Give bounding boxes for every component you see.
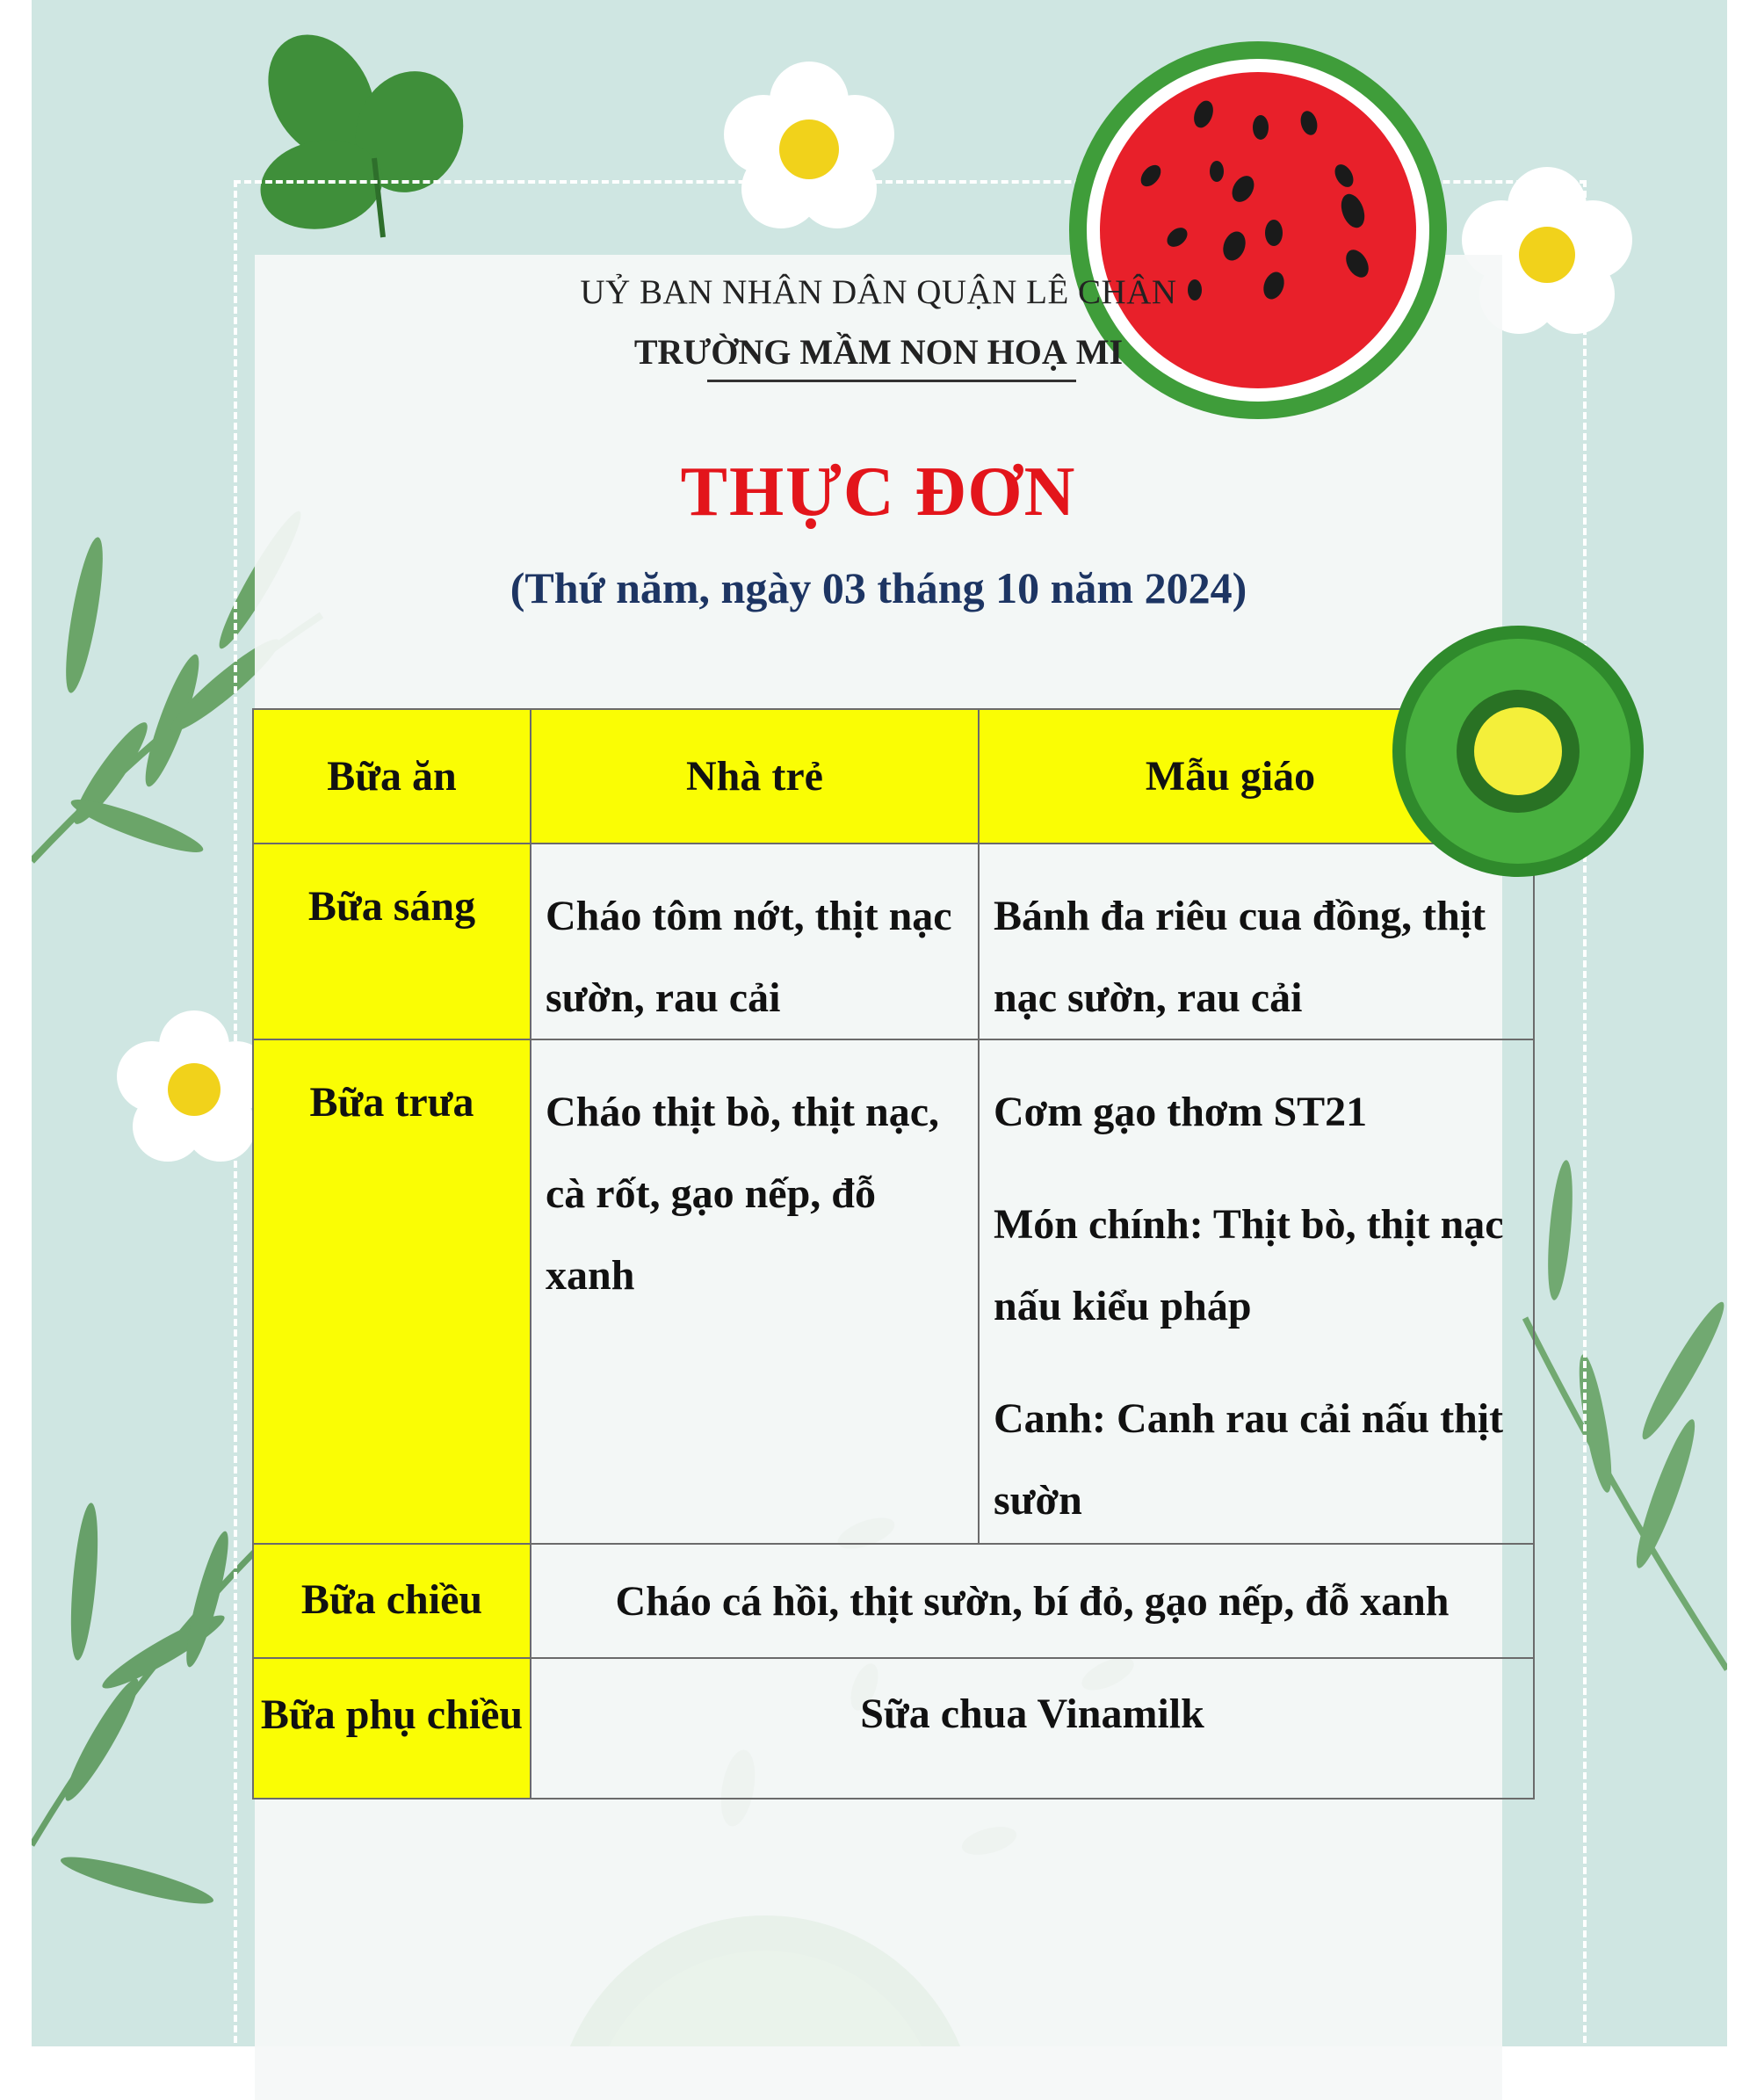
- table-row: [253, 1658, 1534, 1799]
- meal-name: Bữa trưa: [253, 1039, 531, 1544]
- table-row: [253, 844, 1534, 1039]
- herb-sprig-left-lower: [32, 1502, 260, 1912]
- menu-line-soup: Canh: Canh rau cải nấu thịt sườn: [994, 1395, 1504, 1524]
- table-row: [253, 1544, 1534, 1658]
- table-row: [253, 1039, 1534, 1544]
- watermelon-slice-icon: [0, 0, 1757, 439]
- header-nha-tre: Nhà trẻ: [531, 709, 979, 844]
- menu-cell-nha-tre: Cháo thịt bò, thịt nạc, cà rốt, gạo nếp, đỗ xanh: [531, 1039, 979, 1544]
- menu-line-main-dish: Món chính: Thịt bò, thịt nạc nấu kiểu pháp: [994, 1201, 1504, 1329]
- menu-cell-mau-giao: [979, 1039, 1534, 1544]
- meal-name: Bữa phụ chiều: [253, 1658, 531, 1799]
- menu-table: [252, 708, 1535, 1799]
- school-underline: [707, 380, 1076, 382]
- header-meal: Bữa ăn: [253, 709, 531, 844]
- page-title: THỰC ĐƠN: [680, 453, 1077, 531]
- menu-cell-combined: Sữa chua Vinamilk: [531, 1658, 1534, 1799]
- menu-date: (Thứ năm, ngày 03 tháng 10 năm 2024): [510, 563, 1247, 612]
- meal-name: Bữa chiều: [253, 1544, 531, 1658]
- table-header-row: [253, 709, 1534, 844]
- menu-line-rice: Cơm gạo thơm ST21: [994, 1089, 1368, 1135]
- agency-name: UỶ BAN NHÂN DÂN QUẬN LÊ CHÂN: [580, 273, 1177, 311]
- menu-cell-combined: Cháo cá hồi, thịt sườn, bí đỏ, gạo nếp, đỗ xanh: [531, 1544, 1534, 1658]
- menu-cell-nha-tre: Cháo tôm nớt, thịt nạc sườn, rau cải: [531, 844, 979, 1039]
- meal-name: Bữa sáng: [253, 844, 531, 1039]
- menu-cell-mau-giao: Bánh đa riêu cua đồng, thịt nạc sườn, rau cải: [979, 844, 1534, 1039]
- school-name: TRƯỜNG MẦM NON HOẠ MI: [633, 332, 1124, 372]
- header-mau-giao: Mẫu giáo: [979, 709, 1534, 844]
